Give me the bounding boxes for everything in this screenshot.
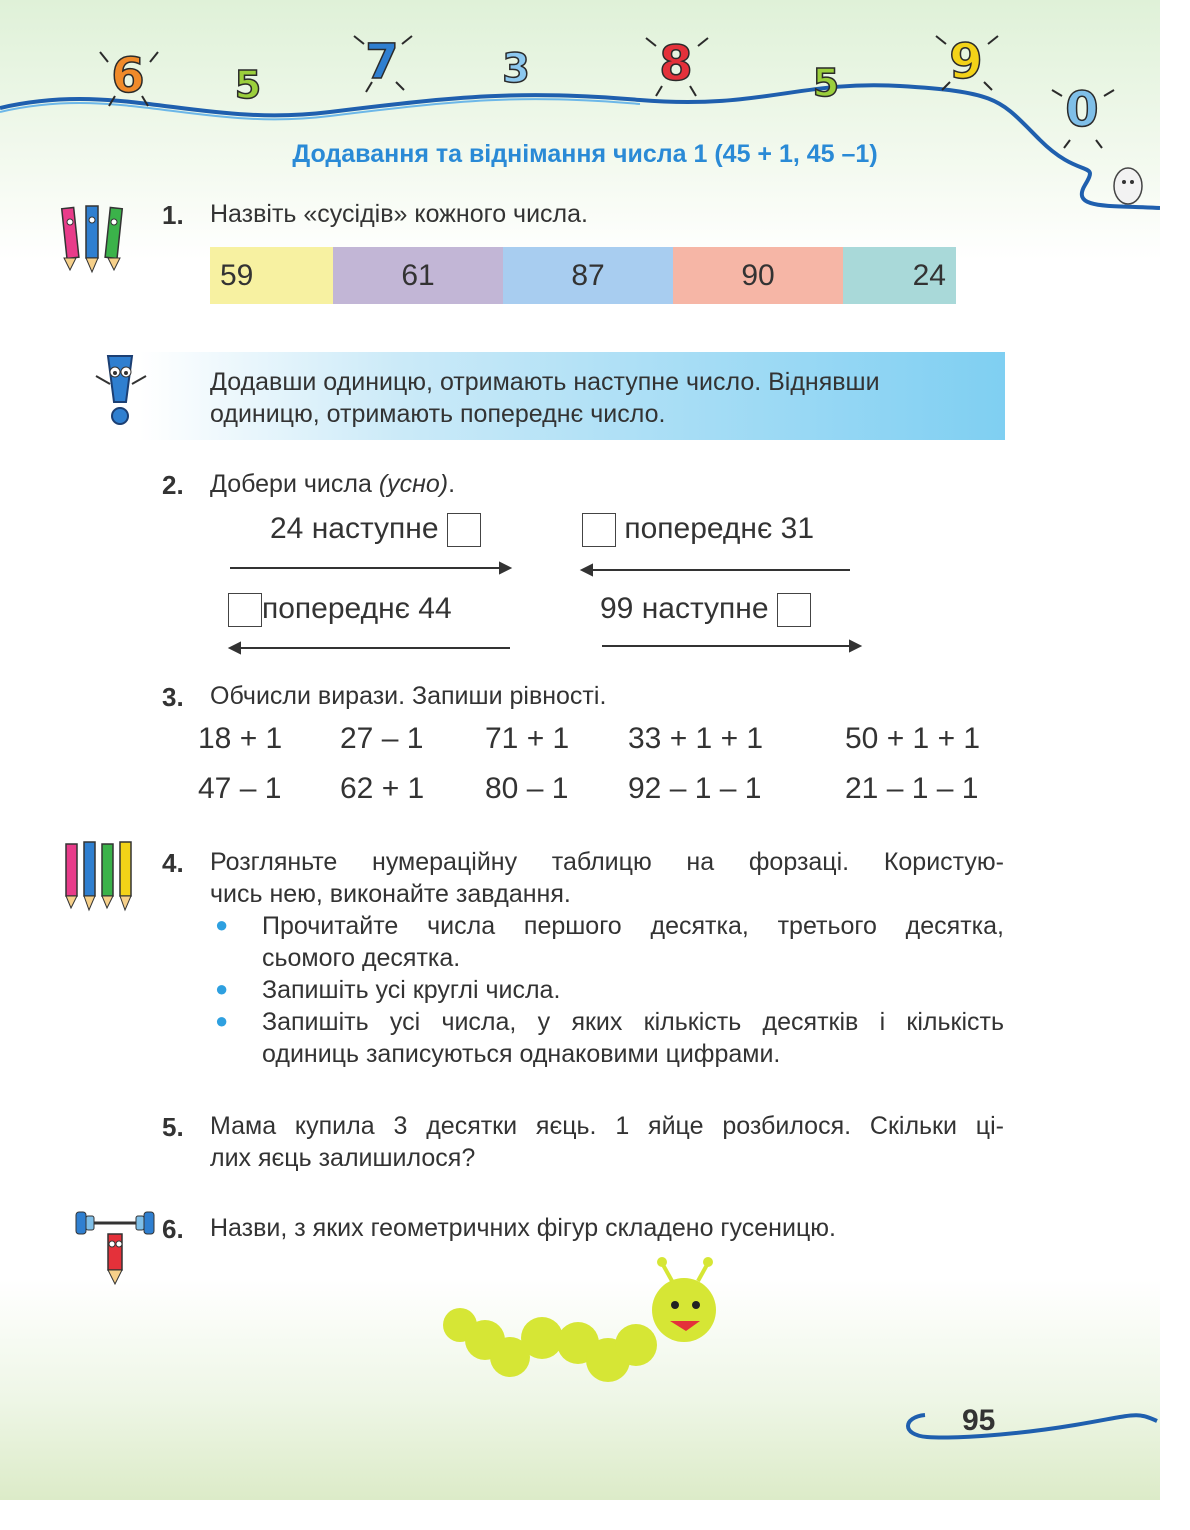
number-cell: 24 xyxy=(843,247,956,304)
eye-circle xyxy=(671,1301,679,1309)
bullet-dot: ● xyxy=(215,976,229,1001)
task-4-text xyxy=(210,846,1004,910)
expression-text: попереднє 44 xyxy=(262,592,452,625)
task-number: 1. xyxy=(162,200,184,230)
bullet-line: Запишіть усі числа, у яких кількість десятків і кількість xyxy=(262,1008,1004,1036)
expression: 21 – 1 – 1 xyxy=(845,772,979,805)
expression: 71 + 1 xyxy=(485,722,570,755)
left-arrow-head xyxy=(582,565,592,575)
next-number-24 xyxy=(270,512,481,547)
bullet-item xyxy=(262,910,1004,974)
pencils-pair-icon xyxy=(50,200,140,275)
expression: 33 + 1 + 1 xyxy=(628,722,764,755)
pencils-group-icon xyxy=(56,836,156,916)
rule-line: Додавши одиницю, отримають наступне число. Віднявши xyxy=(210,368,880,396)
answer-box[interactable] xyxy=(582,513,616,547)
number-cell: 61 xyxy=(333,247,503,304)
header-decoration xyxy=(0,0,1160,220)
task-5-line: лих яєць залишилося? xyxy=(210,1144,476,1172)
weightlifter-pencil-icon xyxy=(72,1200,162,1290)
task-number: 2. xyxy=(162,470,184,500)
task-4-line: чись нею, виконайте завдання. xyxy=(210,880,571,908)
expression-text: 99 наступне xyxy=(600,592,769,625)
task-number: 6. xyxy=(162,1214,184,1244)
task-4-line: Розгляньте нумераційну таблицю на форзаці. Користую- xyxy=(210,848,1004,876)
header-wave-highlight xyxy=(0,99,640,119)
task-number: 5. xyxy=(162,1112,184,1142)
expression-text: 24 наступне xyxy=(270,512,439,545)
bullet-line: одиниць записуються однаковими цифрами. xyxy=(262,1040,781,1068)
rule-line: одиницю, отримають попереднє число. xyxy=(210,400,666,428)
task-number: 4. xyxy=(162,848,184,878)
bullet-item xyxy=(262,974,1004,1006)
task-2-italic-note: (усно) xyxy=(378,470,449,498)
task-5-text xyxy=(210,1110,1004,1174)
bullet-dot: ● xyxy=(215,1008,229,1033)
task-2-period: . xyxy=(448,470,456,498)
page-title: Додавання та віднімання числа 1 (45 + 1, 45 –1) xyxy=(292,140,878,168)
eye-circle xyxy=(692,1301,700,1309)
caterpillar-head-circle xyxy=(652,1278,716,1342)
footer-wave xyxy=(895,1395,1160,1455)
caterpillar-illustration xyxy=(440,1255,730,1395)
task-2-instruction: Добери числа xyxy=(210,470,372,498)
bullet-item xyxy=(262,1006,1004,1070)
page-number: 95 xyxy=(962,1404,996,1437)
digit-character: 0 xyxy=(1065,82,1099,138)
exclamation-character-icon xyxy=(86,350,156,430)
right-arrow-head xyxy=(850,641,860,651)
expression: 92 – 1 – 1 xyxy=(628,772,762,805)
neighbors-number-strip xyxy=(210,247,956,304)
expression-text: попереднє 31 xyxy=(624,512,814,545)
number-cell: 90 xyxy=(673,247,843,304)
bullet-line: Запишіть усі круглі числа. xyxy=(262,976,561,1004)
bullet-line: Прочитайте числа першого десятка, третього десятка, xyxy=(262,912,1004,940)
expression: 50 + 1 + 1 xyxy=(845,722,981,755)
task-6-text: Назви, з яких геометричних фігур складено гусеницю. xyxy=(210,1214,836,1242)
expression: 80 – 1 xyxy=(485,772,569,805)
number-cell: 87 xyxy=(503,247,673,304)
right-arrow-head xyxy=(500,563,510,573)
digit-character: 8 xyxy=(659,36,693,92)
task-1-text: Назвіть «сусідів» кожного числа. xyxy=(210,200,588,228)
task-2-text xyxy=(210,468,455,500)
digit-character: 5 xyxy=(812,61,840,105)
number-cell: 59 xyxy=(210,247,333,304)
left-arrow-head xyxy=(230,643,240,653)
caterpillar-segment-circle xyxy=(615,1324,657,1366)
expression: 62 + 1 xyxy=(340,772,425,805)
expression: 27 – 1 xyxy=(340,722,424,755)
mouse-character xyxy=(1114,168,1142,204)
previous-number-31 xyxy=(582,512,814,547)
digit-character: 3 xyxy=(502,46,530,92)
bullet-dot: ● xyxy=(215,912,229,937)
antenna-tip-circle xyxy=(657,1257,667,1267)
digit-character: 9 xyxy=(949,34,983,90)
digit-character: 7 xyxy=(365,34,399,90)
expression: 18 + 1 xyxy=(198,722,283,755)
digit-character: 5 xyxy=(234,63,262,107)
direction-arrows xyxy=(220,558,880,658)
task-3-text: Обчисли вирази. Запиши рівності. xyxy=(210,682,607,710)
answer-box[interactable] xyxy=(447,513,481,547)
expression: 47 – 1 xyxy=(198,772,282,805)
caterpillar-segment-circle xyxy=(521,1317,563,1359)
antenna-tip-circle xyxy=(703,1257,713,1267)
digit-character: 6 xyxy=(111,48,145,104)
task-5-line: Мама купила 3 десятки яєць. 1 яйце розбилося. Скільки ці- xyxy=(210,1112,1004,1140)
task-number: 3. xyxy=(162,682,184,712)
bullet-line: сьомого десятка. xyxy=(262,944,461,972)
rule-text xyxy=(210,366,1000,430)
